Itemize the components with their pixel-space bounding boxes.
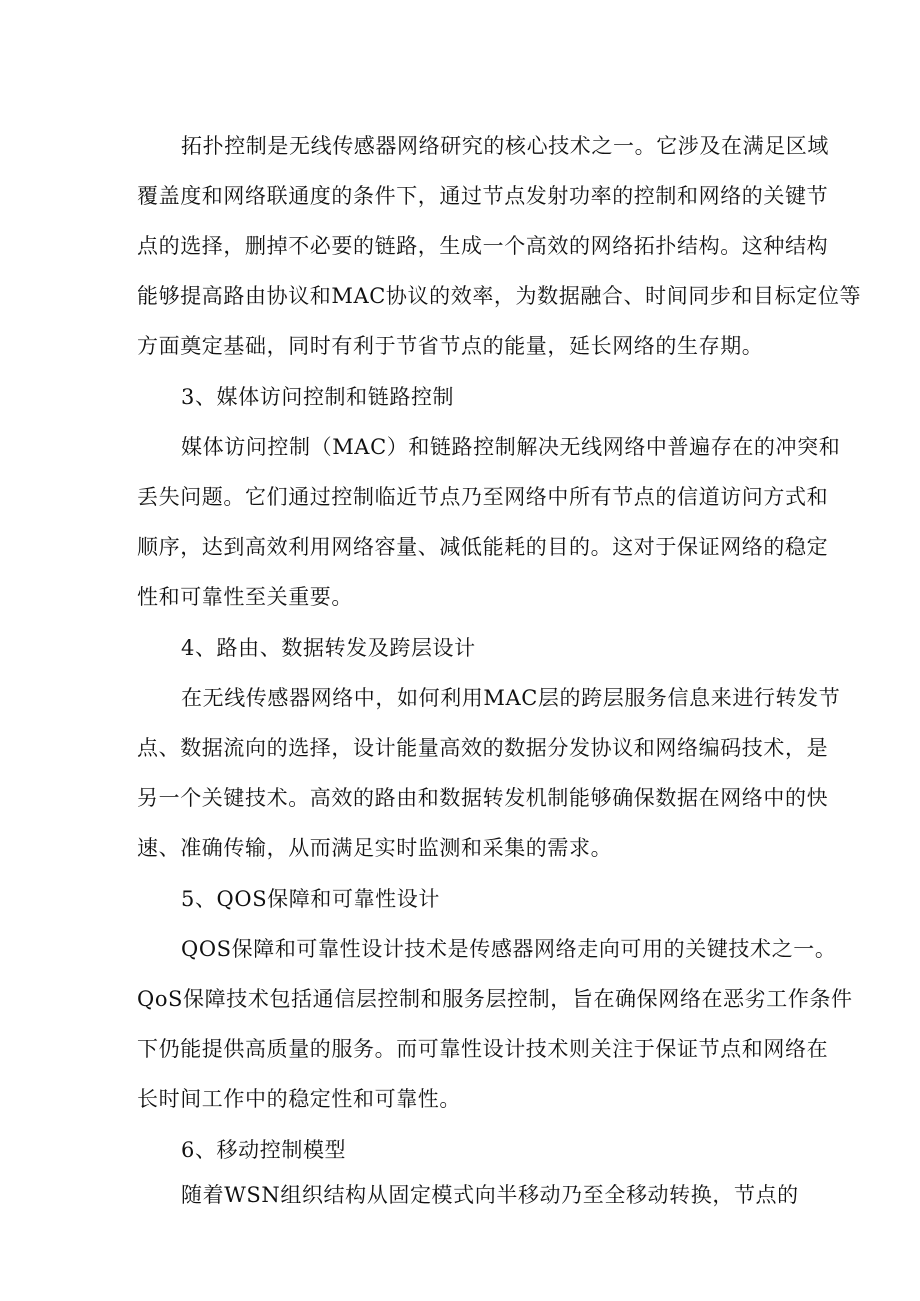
- paragraph-routing-line-4: 速、准确传输，从而满足实时监测和采集的需求。: [137, 836, 613, 860]
- paragraph-mac-line-2: 丢失问题。它们通过控制临近节点乃至网络中所有节点的信道访问方式和: [137, 485, 829, 509]
- heading-section-4: 4、路由、数据转发及跨层设计: [181, 636, 476, 660]
- paragraph-topology-line-5: 方面奠定基础，同时有利于节省节点的能量，延长网络的生存期。: [137, 334, 764, 358]
- paragraph-routing-line-3: 另一个关键技术。高效的路由和数据转发机制能够确保数据在网络中的快: [137, 786, 829, 810]
- heading-section-6: 6、移动控制模型: [181, 1138, 347, 1162]
- paragraph-mac-line-4: 性和可靠性至关重要。: [137, 585, 353, 609]
- paragraph-routing-line-1: 在无线传感器网络中，如何利用MAC层的跨层服务信息来进行转发节: [181, 686, 841, 710]
- paragraph-routing-line-2: 点、数据流向的选择，设计能量高效的数据分发协议和网络编码技术，是: [137, 736, 829, 760]
- heading-section-3: 3、媒体访问控制和链路控制: [181, 385, 455, 409]
- paragraph-qos-line-1: QOS保障和可靠性设计技术是传感器网络走向可用的关键技术之一。: [181, 937, 837, 961]
- paragraph-topology-line-2: 覆盖度和网络联通度的条件下，通过节点发射功率的控制和网络的关键节: [137, 184, 829, 208]
- paragraph-qos-line-3: 下仍能提供高质量的服务。而可靠性设计技术则关注于保证节点和网络在: [137, 1037, 829, 1061]
- paragraph-mac-line-1: 媒体访问控制（MAC）和链路控制解决无线网络中普遍存在的冲突和: [181, 435, 841, 459]
- paragraph-qos-line-2: QoS保障技术包括通信层控制和服务层控制，旨在确保网络在恶劣工作条件: [137, 987, 853, 1011]
- paragraph-mobility-line-1: 随着WSN组织结构从固定模式向半移动乃至全移动转换，节点的: [181, 1183, 799, 1207]
- paragraph-mac-line-3: 顺序，达到高效利用网络容量、减低能耗的目的。这对于保证网络的稳定: [137, 535, 829, 559]
- paragraph-qos-line-4: 长时间工作中的稳定性和可靠性。: [137, 1087, 461, 1111]
- paragraph-topology-line-4: 能够提高路由协议和MAC协议的效率，为数据融合、时间同步和目标定位等: [137, 284, 862, 308]
- paragraph-topology-line-3: 点的选择，删掉不必要的链路，生成一个高效的网络拓扑结构。这种结构: [137, 234, 829, 258]
- paragraph-topology-line-1: 拓扑控制是无线传感器网络研究的核心技术之一。它涉及在满足区域: [181, 134, 829, 158]
- heading-section-5: 5、QOS保障和可靠性设计: [181, 887, 440, 911]
